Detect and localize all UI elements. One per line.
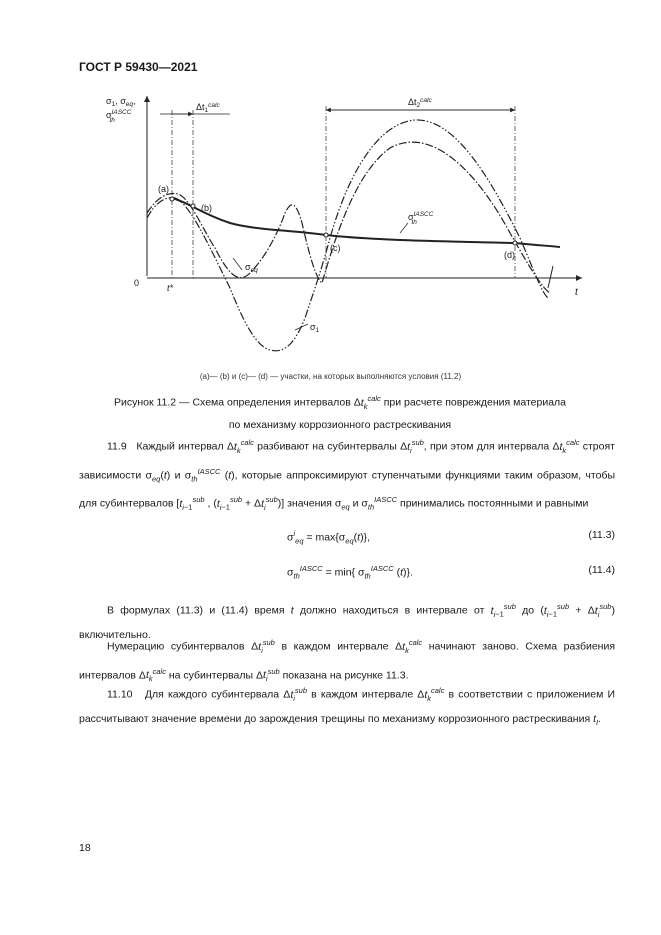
figure-11-2 [90, 88, 590, 363]
section-11-10: 11.10 Для каждого субинтервала $\Delta t_i^{sub}$ в каждом интервале $\Delta t_k^{calc}$ в соответствии с приложением И рассчитывают значение времени до зарождения трещины по механизму коррозионного растрескивания $t_I$. [79, 686, 615, 727]
curve-sigma-eq-label: $\sigma_{eq}$ [245, 262, 258, 274]
caption-line-2: по механизму коррозионного растрескивания [228, 418, 452, 431]
interval-2-label: $\Delta t_2^{calc}$ [408, 97, 432, 109]
curve-sigma-th [172, 198, 560, 247]
t-star-label: t* [167, 283, 174, 293]
curve-sigma-eq [147, 142, 550, 293]
point-b-label: (b) [201, 203, 212, 213]
y-axis-label: $\sigma_1$, $\sigma_{eq}$, [106, 96, 136, 108]
figure-legend: (a)— (b) и (c)— (d) — участки, на которых выполняются условия (11.2) [199, 372, 462, 381]
caption-line-1: Рисунок 11.2 — Схема определения интервалов $\Delta t_k^{calc}$ при расчете повреждения материала [113, 394, 567, 411]
origin-label: 0 [134, 278, 140, 288]
curve-sigma-1 [147, 120, 548, 351]
curve-sigma-1-label: $\sigma_1$ [310, 322, 320, 334]
curve-sigma-th-label: $\sigma^{IASCC}$ th [408, 211, 434, 226]
document-header: ГОСТ Р 59430—2021 [79, 60, 198, 74]
point-a-label: (a) [158, 184, 169, 194]
point-d-label: (d) [504, 250, 515, 260]
page-number: 18 [79, 842, 91, 854]
paragraph-numbering: Нумерацию субинтервалов $\Delta t_i^{sub}$ в каждом интервале $\Delta t_k^{calc}$ начинают заново. Схема разбиения интервалов $\Delta t_k^{calc}$ на субинтервалы $\Delta t_i^{sub}$ показана на рисунке 11.3. [79, 638, 616, 684]
point-c-label: (c) [330, 243, 341, 253]
paragraph-formulas: В формулах (11.3) и (11.4) время t должно находиться в интервале от $t_{i-1}^{sub}$ до $(t_{i-1}^{sub} + \Delta t_i^{sub})$ включительно. [79, 602, 615, 641]
figure-caption [60, 389, 620, 435]
y-axis-label-2: $\sigma^{IASCC}$ th [106, 109, 132, 124]
x-axis-label: t [575, 287, 578, 298]
interval-1-label: $\Delta t_1^{calc}$ [196, 102, 220, 114]
section-11-9: 11.9 Каждый интервал $\Delta t_k^{calc}$ разбивают на субинтервалы $\Delta t_i^{sub}$, при этом для интервала $\Delta t_k^{calc}$ строят зависимости $\sigma_{eq}(t)$ и $\sigma_{th}^{IASCC}$ (t), которые аппроксимируют ступенчатыми функциями таким образом, чтобы для субинтервалов [$t_{i-1}^{sub}$ , $(t_{i-1}^{sub} + \Delta t_i^{sub})$] значения $\sigma_{eq}$ и $\sigma_{th}^{IASCC}$ принимались постоянными и равными [79, 438, 615, 512]
